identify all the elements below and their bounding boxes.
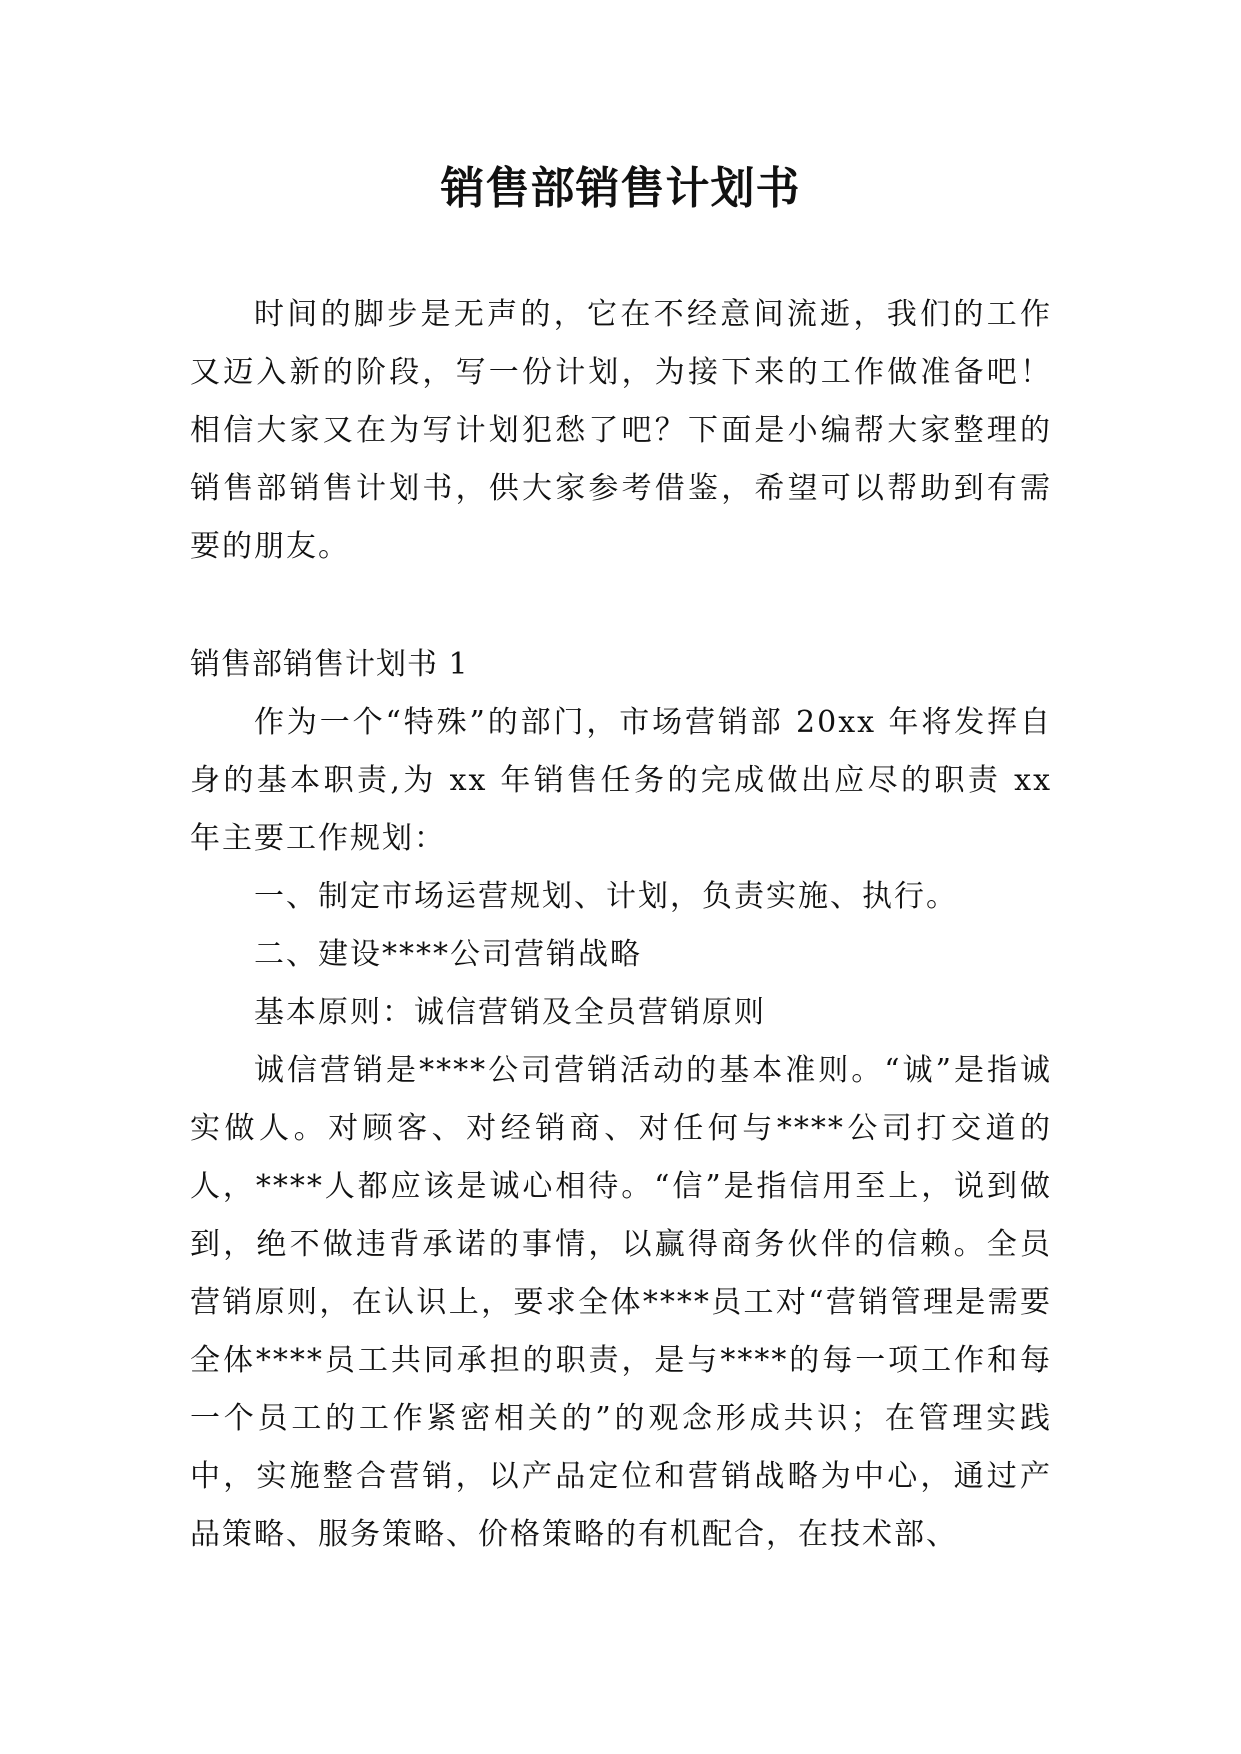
intro-paragraph: 时间的脚步是无声的，它在不经意间流逝，我们的工作又迈入新的阶段，写一份计划，为接下来的工作做准备吧！相信大家又在为写计划犯愁了吧？下面是小编帮大家整理的销售部销售计划书，供大家参考借鉴，希望可以帮助到有需要的朋友。 <box>190 297 1052 564</box>
paragraph-1: 作为一个“特殊”的部门，市场营销部 20xx 年将发挥自身的基本职责,为 xx 年销售任务的完成做出应尽的职责 xx 年主要工作规划： <box>190 705 1052 856</box>
section-heading: 销售部销售计划书 1 <box>190 647 469 682</box>
document-body <box>190 286 1052 1564</box>
paragraph-2: 一、制定市场运营规划、计划，负责实施、执行。 <box>254 879 958 914</box>
paragraph-5: 诚信营销是****公司营销活动的基本准则。“诚”是指诚实做人。对顾客、对经销商、对任何与****公司打交道的人，****人都应该是诚心相待。“信”是指信用至上，说到做到，绝不做违背承诺的事情，以赢得商务伙伴的信赖。全员营销原则，在认识上，要求全体****员工对“营销管理是需要全体****员工共同承担的职责，是与****的每一项工作和每一个员工的工作紧密相关的”的观念形成共识；在管理实践中，实施整合营销，以产品定位和营销战略为中心，通过产品策略、服务策略、价格策略的有机配合，在技术部、 <box>190 1053 1052 1552</box>
paragraph-4: 基本原则：诚信营销及全员营销原则 <box>254 995 766 1030</box>
document-title: 销售部销售计划书 <box>440 163 801 214</box>
paragraph-3: 二、建设****公司营销战略 <box>254 937 642 972</box>
